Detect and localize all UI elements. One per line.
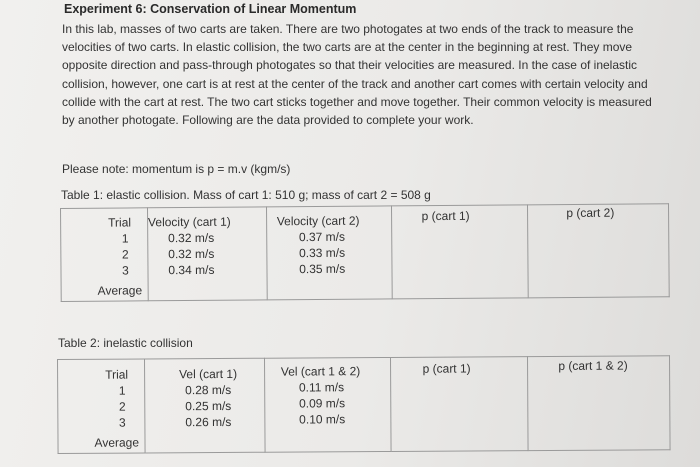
table2-caption: Table 2: inelastic collision: [58, 336, 193, 350]
p-cart1-column[interactable]: [390, 357, 528, 452]
vel-cart12-value: 0.10 m/s: [299, 412, 346, 427]
velocity-cart2-column: [266, 206, 392, 300]
velocity-cart1-value: 0.34 m/s: [168, 262, 215, 278]
vel-cart1-value: 0.25 m/s: [185, 398, 232, 414]
trial-header: Trial: [108, 215, 132, 230]
p-cart1-column[interactable]: [391, 205, 528, 299]
trial-number: 2: [121, 247, 129, 262]
trial-number: 1: [118, 383, 126, 398]
vel-cart1-header: Vel (cart 1): [179, 366, 238, 382]
velocity-cart2-value: 0.35 m/s: [299, 261, 346, 277]
trial-number: 3: [122, 263, 129, 278]
vel-cart12-value: 0.11 m/s: [298, 380, 345, 395]
trial-number: 1: [121, 231, 129, 246]
trial-header: Trial: [105, 367, 129, 382]
velocity-cart1-value: 0.32 m/s: [168, 230, 215, 246]
trial-number: 2: [118, 399, 126, 414]
trial-number: 3: [118, 415, 126, 430]
vel-cart12-column: [264, 357, 390, 452]
p-cart2-column[interactable]: [528, 204, 669, 298]
velocity-cart2-header: Velocity (cart 2): [276, 213, 360, 229]
vel-cart1-column: [144, 358, 264, 453]
p-cart1-header: p (cart 1): [422, 361, 471, 376]
p-cart12-column[interactable]: [528, 356, 670, 451]
vel-cart1-value: 0.28 m/s: [185, 382, 232, 398]
trial-column: [58, 359, 146, 454]
velocity-cart1-column: [147, 207, 267, 301]
velocity-cart2-value: 0.33 m/s: [298, 245, 346, 261]
trial-column: [61, 208, 149, 302]
experiment-title: Experiment 6: Conservation of Linear Momentum: [64, 2, 357, 16]
momentum-note: Please note: momentum is p = m.v (kgm/s): [62, 162, 291, 176]
p-cart2-header: p (cart 2): [566, 205, 615, 221]
velocity-cart1-header: Velocity (cart 1): [147, 214, 231, 230]
vel-cart12-value: 0.09 m/s: [299, 396, 346, 411]
average-label: Average: [97, 283, 143, 298]
intro-paragraph: In this lab, masses of two carts are taken. There are two photogates at two ends of the track to measure the velocities of two carts. In elastic collision, the two carts are at the center in the beginning at rest. They move opposite direction and pass-through photogates so that their velocities are measured. In the case of inelastic collision, however, one cart is at rest at the center of the track and another cart comes with certain velocity and collide with the cart at rest. The two cart sticks together and move together. Their common velocity is measured by another photogate. Following are the data provided to complete your work.: [62, 22, 652, 128]
velocity-cart2-value: 0.37 m/s: [298, 229, 346, 245]
p-cart1-header: p (cart 1): [421, 208, 470, 224]
vel-cart12-header: Vel (cart 1 & 2): [280, 364, 361, 379]
p-cart12-header: p (cart 1 & 2): [558, 358, 628, 373]
table1-caption: Table 1: elastic collision. Mass of cart 1: 510 g; mass of cart 2 = 508 g: [61, 188, 431, 202]
vel-cart1-value: 0.26 m/s: [185, 414, 232, 430]
average-label: Average: [94, 435, 140, 450]
velocity-cart1-value: 0.32 m/s: [168, 246, 215, 262]
elastic-collision-table: [60, 203, 670, 302]
inelastic-collision-table: [57, 355, 671, 454]
